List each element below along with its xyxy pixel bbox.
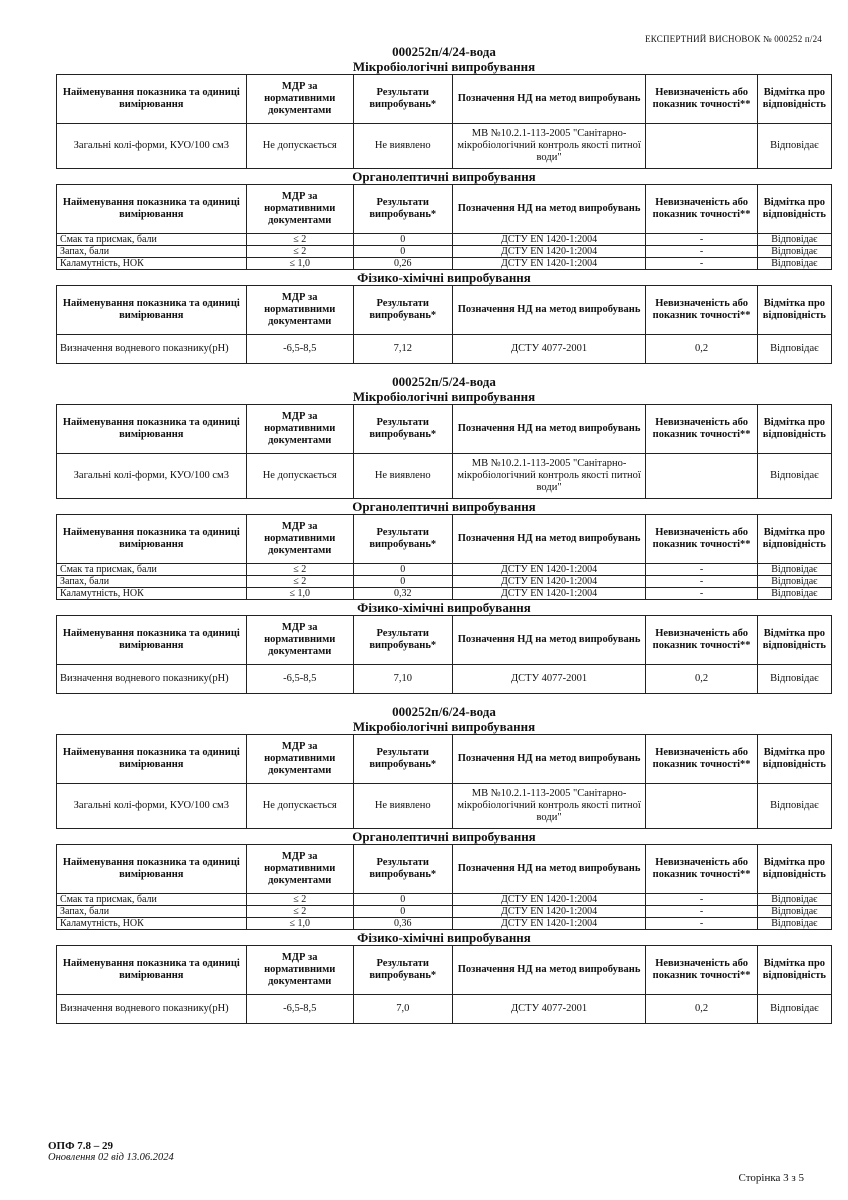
header-method: Позначення НД на метод випробувань	[452, 946, 646, 995]
header-compliance: Відмітка про відповідність	[757, 515, 831, 564]
header-compliance: Відмітка про відповідність	[757, 845, 831, 894]
sample-title: 000252п/6/24-вода	[392, 704, 496, 719]
table-row	[57, 995, 832, 1024]
cell-name: Смак та присмак, бали	[57, 564, 247, 576]
page-number: Сторінка 3 з 5	[738, 1172, 804, 1184]
table-row	[57, 665, 832, 694]
table-row	[57, 258, 832, 270]
table-row	[57, 234, 832, 246]
cell-method: МВ №10.2.1-113-2005 "Санітарно-мікробіологічний контроль якості питної води"	[452, 784, 646, 829]
table-row	[57, 906, 832, 918]
header-mdr: МДР за нормативними документами	[246, 75, 353, 124]
cell-compliance: Відповідає	[757, 588, 831, 600]
section-title-organo: Органолептичні випробування	[352, 829, 536, 844]
cell-result: 0,26	[353, 258, 452, 270]
micro-table	[56, 74, 832, 169]
cell-result: 7,12	[353, 335, 452, 364]
table-header-row	[57, 515, 832, 564]
cell-mdr: ≤ 2	[246, 564, 353, 576]
cell-compliance: Відповідає	[757, 246, 831, 258]
cell-uncertainty: -	[646, 588, 757, 600]
header-name: Найменування показника та одиниці вимірювання	[57, 616, 247, 665]
cell-method: ДСТУ EN 1420-1:2004	[452, 588, 646, 600]
cell-uncertainty: -	[646, 234, 757, 246]
section-title-physchem: Фізико-хімічні випробування	[357, 600, 531, 615]
cell-mdr: ≤ 2	[246, 234, 353, 246]
header-mdr: МДР за нормативними документами	[246, 286, 353, 335]
cell-mdr: ≤ 1,0	[246, 258, 353, 270]
header-result: Результати випробувань*	[353, 616, 452, 665]
table-row	[57, 335, 832, 364]
table-header-row	[57, 735, 832, 784]
cell-mdr: -6,5-8,5	[246, 995, 353, 1024]
header-uncertainty: Невизначеність або показник точності**	[646, 286, 757, 335]
cell-name: Смак та присмак, бали	[57, 234, 247, 246]
header-name: Найменування показника та одиниці вимірювання	[57, 735, 247, 784]
table-header-row	[57, 286, 832, 335]
header-compliance: Відмітка про відповідність	[757, 75, 831, 124]
table-row	[57, 918, 832, 930]
cell-uncertainty	[646, 784, 757, 829]
cell-compliance: Відповідає	[757, 918, 831, 930]
cell-uncertainty	[646, 124, 757, 169]
cell-name: Запах, бали	[57, 246, 247, 258]
document-header: ЕКСПЕРТНИЙ ВИСНОВОК № 000252 п/24	[645, 34, 822, 44]
cell-uncertainty: -	[646, 258, 757, 270]
table-header-row	[57, 616, 832, 665]
header-compliance: Відмітка про відповідність	[757, 735, 831, 784]
header-uncertainty: Невизначеність або показник точності**	[646, 735, 757, 784]
header-compliance: Відмітка про відповідність	[757, 405, 831, 454]
table-header-row	[57, 75, 832, 124]
header-result: Результати випробувань*	[353, 286, 452, 335]
header-uncertainty: Невизначеність або показник точності**	[646, 75, 757, 124]
cell-compliance: Відповідає	[757, 335, 831, 364]
cell-result: 0	[353, 906, 452, 918]
cell-uncertainty: -	[646, 246, 757, 258]
cell-method: ДСТУ EN 1420-1:2004	[452, 906, 646, 918]
header-mdr: МДР за нормативними документами	[246, 185, 353, 234]
cell-name: Визначення водневого показнику(pH)	[57, 665, 247, 694]
header-method: Позначення НД на метод випробувань	[452, 845, 646, 894]
physchem-table	[56, 285, 832, 364]
cell-uncertainty: -	[646, 906, 757, 918]
cell-mdr: ≤ 1,0	[246, 588, 353, 600]
physchem-table	[56, 615, 832, 694]
cell-name: Визначення водневого показнику(pH)	[57, 995, 247, 1024]
cell-method: ДСТУ EN 1420-1:2004	[452, 564, 646, 576]
header-method: Позначення НД на метод випробувань	[452, 75, 646, 124]
cell-compliance: Відповідає	[757, 124, 831, 169]
cell-mdr: Не допускається	[246, 124, 353, 169]
section-title-micro: Мікробіологічні випробування	[352, 389, 536, 404]
header-method: Позначення НД на метод випробувань	[452, 185, 646, 234]
cell-name: Визначення водневого показнику(pH)	[57, 335, 247, 364]
table-header-row	[57, 185, 832, 234]
cell-uncertainty: 0,2	[646, 665, 757, 694]
cell-mdr: ≤ 2	[246, 576, 353, 588]
section-title-organo: Органолептичні випробування	[352, 499, 536, 514]
cell-compliance: Відповідає	[757, 894, 831, 906]
cell-compliance: Відповідає	[757, 906, 831, 918]
header-method: Позначення НД на метод випробувань	[452, 286, 646, 335]
sample-block-2	[56, 374, 832, 694]
cell-result: Не виявлено	[353, 454, 452, 499]
cell-method: МВ №10.2.1-113-2005 "Санітарно-мікробіологічний контроль якості питної води"	[452, 454, 646, 499]
cell-name: Загальні колі-форми, КУО/100 см3	[57, 454, 247, 499]
organo-table	[56, 184, 832, 270]
header-method: Позначення НД на метод випробувань	[452, 735, 646, 784]
sample-title: 000252п/5/24-вода	[392, 374, 496, 389]
sample-title: 000252п/4/24-вода	[392, 44, 496, 59]
revision-note: Оновлення 02 від 13.06.2024	[48, 1152, 174, 1163]
header-mdr: МДР за нормативними документами	[246, 946, 353, 995]
header-name: Найменування показника та одиниці вимірювання	[57, 185, 247, 234]
cell-method: ДСТУ 4077-2001	[452, 995, 646, 1024]
header-name: Найменування показника та одиниці вимірювання	[57, 286, 247, 335]
table-header-row	[57, 845, 832, 894]
cell-uncertainty: 0,2	[646, 995, 757, 1024]
cell-method: ДСТУ EN 1420-1:2004	[452, 894, 646, 906]
cell-mdr: Не допускається	[246, 454, 353, 499]
physchem-table	[56, 945, 832, 1024]
table-header-row	[57, 946, 832, 995]
cell-result: 7,10	[353, 665, 452, 694]
cell-compliance: Відповідає	[757, 665, 831, 694]
header-mdr: МДР за нормативними документами	[246, 845, 353, 894]
cell-compliance: Відповідає	[757, 784, 831, 829]
header-result: Результати випробувань*	[353, 845, 452, 894]
cell-name: Загальні колі-форми, КУО/100 см3	[57, 784, 247, 829]
header-result: Результати випробувань*	[353, 946, 452, 995]
cell-compliance: Відповідає	[757, 258, 831, 270]
header-compliance: Відмітка про відповідність	[757, 185, 831, 234]
header-uncertainty: Невизначеність або показник точності**	[646, 515, 757, 564]
table-row	[57, 454, 832, 499]
cell-mdr: ≤ 1,0	[246, 918, 353, 930]
header-uncertainty: Невизначеність або показник точності**	[646, 405, 757, 454]
header-mdr: МДР за нормативними документами	[246, 515, 353, 564]
cell-result: 0,36	[353, 918, 452, 930]
cell-result: 0	[353, 894, 452, 906]
cell-compliance: Відповідає	[757, 454, 831, 499]
header-mdr: МДР за нормативними документами	[246, 735, 353, 784]
cell-result: 0,32	[353, 588, 452, 600]
cell-mdr: -6,5-8,5	[246, 665, 353, 694]
cell-method: ДСТУ 4077-2001	[452, 665, 646, 694]
header-method: Позначення НД на метод випробувань	[452, 616, 646, 665]
header-mdr: МДР за нормативними документами	[246, 616, 353, 665]
form-code: ОПФ 7.8 – 29	[48, 1140, 114, 1152]
table-row	[57, 894, 832, 906]
micro-table	[56, 404, 832, 499]
table-row	[57, 564, 832, 576]
table-row	[57, 784, 832, 829]
cell-mdr: -6,5-8,5	[246, 335, 353, 364]
cell-method: МВ №10.2.1-113-2005 "Санітарно-мікробіологічний контроль якості питної води"	[452, 124, 646, 169]
table-header-row	[57, 405, 832, 454]
cell-uncertainty: -	[646, 576, 757, 588]
sample-block-3	[56, 704, 832, 1024]
cell-name: Каламутність, НОК	[57, 918, 247, 930]
cell-name: Загальні колі-форми, КУО/100 см3	[57, 124, 247, 169]
cell-result: Не виявлено	[353, 784, 452, 829]
header-result: Результати випробувань*	[353, 75, 452, 124]
organo-table	[56, 514, 832, 600]
header-name: Найменування показника та одиниці вимірювання	[57, 515, 247, 564]
section-title-micro: Мікробіологічні випробування	[352, 59, 536, 74]
cell-compliance: Відповідає	[757, 995, 831, 1024]
table-row	[57, 246, 832, 258]
cell-name: Запах, бали	[57, 906, 247, 918]
cell-name: Каламутність, НОК	[57, 588, 247, 600]
cell-name: Смак та присмак, бали	[57, 894, 247, 906]
cell-result: Не виявлено	[353, 124, 452, 169]
sample-block-1	[56, 44, 832, 364]
section-title-micro: Мікробіологічні випробування	[352, 719, 536, 734]
header-name: Найменування показника та одиниці вимірювання	[57, 845, 247, 894]
header-uncertainty: Невизначеність або показник точності**	[646, 616, 757, 665]
table-row	[57, 124, 832, 169]
cell-compliance: Відповідає	[757, 234, 831, 246]
cell-uncertainty: -	[646, 564, 757, 576]
header-method: Позначення НД на метод випробувань	[452, 405, 646, 454]
cell-mdr: ≤ 2	[246, 894, 353, 906]
header-name: Найменування показника та одиниці вимірювання	[57, 405, 247, 454]
micro-table	[56, 734, 832, 829]
cell-mdr: ≤ 2	[246, 246, 353, 258]
cell-uncertainty: 0,2	[646, 335, 757, 364]
header-name: Найменування показника та одиниці вимірювання	[57, 946, 247, 995]
header-uncertainty: Невизначеність або показник точності**	[646, 185, 757, 234]
cell-method: ДСТУ EN 1420-1:2004	[452, 918, 646, 930]
cell-method: ДСТУ EN 1420-1:2004	[452, 576, 646, 588]
cell-uncertainty: -	[646, 894, 757, 906]
cell-method: ДСТУ 4077-2001	[452, 335, 646, 364]
table-row	[57, 588, 832, 600]
header-compliance: Відмітка про відповідність	[757, 286, 831, 335]
cell-result: 0	[353, 234, 452, 246]
header-result: Результати випробувань*	[353, 735, 452, 784]
header-method: Позначення НД на метод випробувань	[452, 515, 646, 564]
header-name: Найменування показника та одиниці вимірювання	[57, 75, 247, 124]
header-mdr: МДР за нормативними документами	[246, 405, 353, 454]
section-title-physchem: Фізико-хімічні випробування	[357, 270, 531, 285]
cell-name: Каламутність, НОК	[57, 258, 247, 270]
cell-mdr: Не допускається	[246, 784, 353, 829]
organo-table	[56, 844, 832, 930]
footer-form-info	[48, 1140, 174, 1163]
cell-compliance: Відповідає	[757, 576, 831, 588]
header-result: Результати випробувань*	[353, 405, 452, 454]
header-compliance: Відмітка про відповідність	[757, 616, 831, 665]
header-uncertainty: Невизначеність або показник точності**	[646, 845, 757, 894]
cell-compliance: Відповідає	[757, 564, 831, 576]
cell-name: Запах, бали	[57, 576, 247, 588]
table-row	[57, 576, 832, 588]
cell-result: 7,0	[353, 995, 452, 1024]
cell-method: ДСТУ EN 1420-1:2004	[452, 234, 646, 246]
cell-result: 0	[353, 246, 452, 258]
cell-method: ДСТУ EN 1420-1:2004	[452, 246, 646, 258]
cell-uncertainty	[646, 454, 757, 499]
cell-result: 0	[353, 564, 452, 576]
header-compliance: Відмітка про відповідність	[757, 946, 831, 995]
header-result: Результати випробувань*	[353, 515, 452, 564]
cell-result: 0	[353, 576, 452, 588]
cell-mdr: ≤ 2	[246, 906, 353, 918]
cell-method: ДСТУ EN 1420-1:2004	[452, 258, 646, 270]
cell-uncertainty: -	[646, 918, 757, 930]
section-title-organo: Органолептичні випробування	[352, 169, 536, 184]
section-title-physchem: Фізико-хімічні випробування	[357, 930, 531, 945]
header-result: Результати випробувань*	[353, 185, 452, 234]
header-uncertainty: Невизначеність або показник точності**	[646, 946, 757, 995]
